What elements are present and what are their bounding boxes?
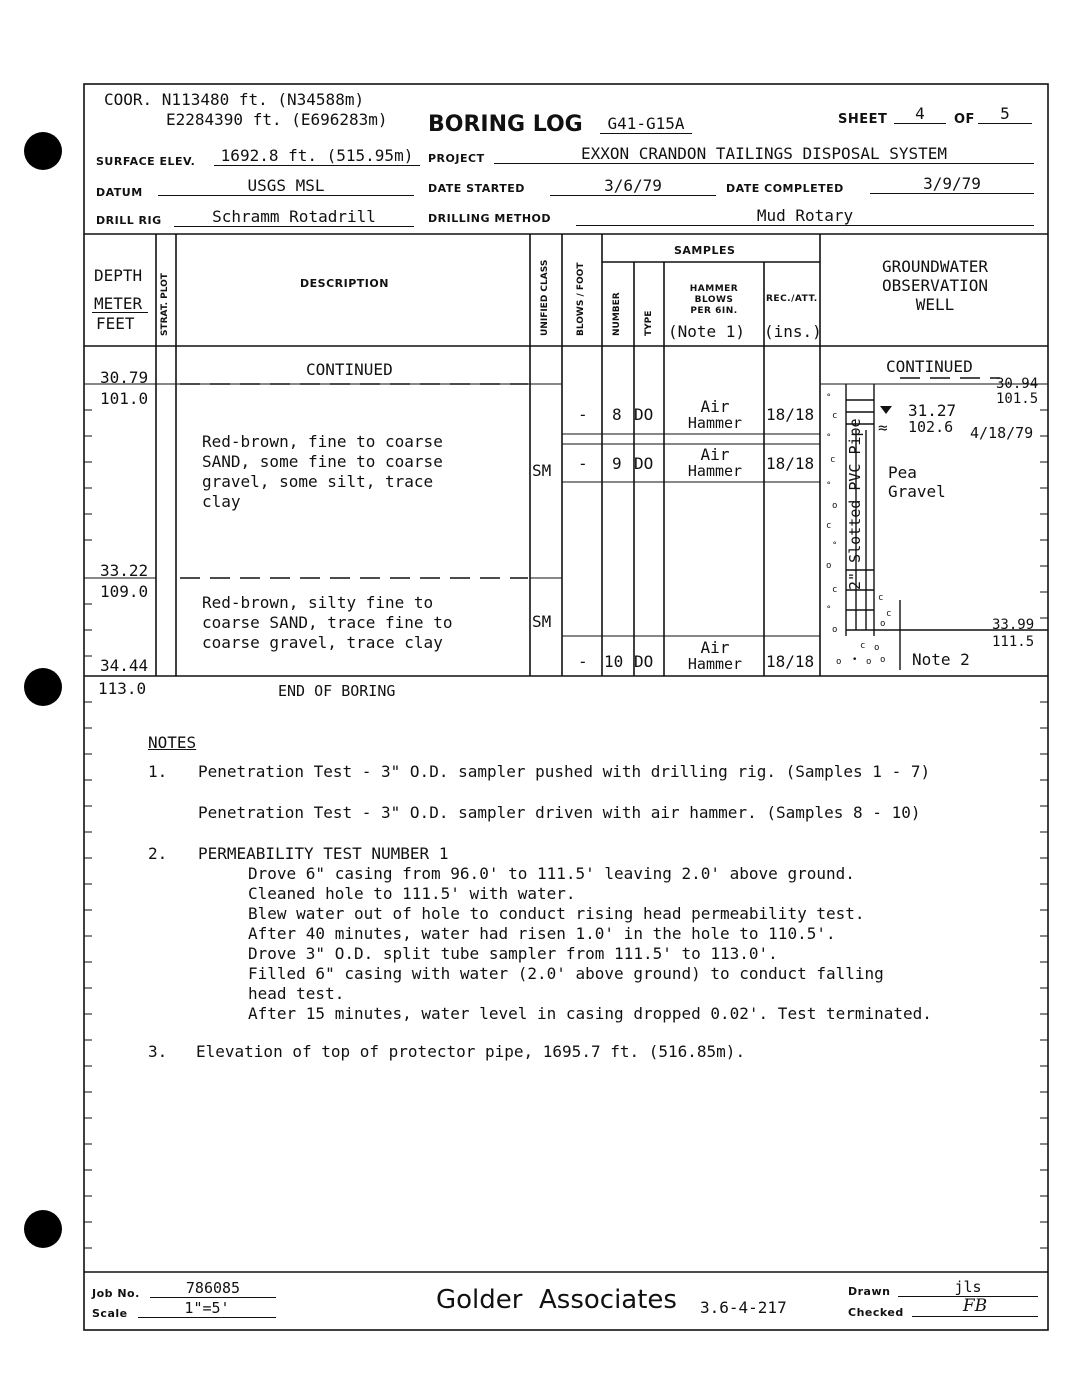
- col-depth: DEPTH: [94, 266, 143, 285]
- surface-elev-label: SURFACE ELEV.: [96, 155, 196, 168]
- col-type: TYPE: [644, 310, 654, 336]
- checked-label: Checked: [848, 1306, 904, 1319]
- col-hammer: HAMMER BLOWS PER 6IN.: [689, 284, 739, 316]
- well-bottom-ft: 111.5: [992, 634, 1035, 650]
- sample-number: 8: [612, 405, 622, 424]
- note-line: Elevation of top of protector pipe, 1695.7 ft. (516.85m).: [196, 1042, 746, 1061]
- svg-text:°: °: [826, 433, 832, 443]
- well-top-m: 30.94: [996, 376, 1039, 392]
- date-started: 3/6/79: [550, 176, 716, 196]
- note-title: PERMEABILITY TEST NUMBER 1: [198, 844, 449, 863]
- layer-description: Red-brown, silty fine to coarse SAND, trace fine to coarse gravel, trace clay: [202, 593, 453, 652]
- depth-feet: 101.0: [100, 389, 149, 408]
- svg-text:c: c: [886, 609, 892, 619]
- well-bottom-m: 33.99: [992, 617, 1035, 633]
- scale-value: 1"=5': [138, 1299, 276, 1318]
- note-line: Cleaned hole to 111.5' with water.: [248, 884, 576, 903]
- well-top-ft: 101.5: [996, 391, 1039, 407]
- sample-hammer: Air Hammer: [687, 397, 743, 432]
- sample-number: 10: [604, 652, 624, 671]
- svg-text:c: c: [832, 585, 838, 595]
- note-line: Blew water out of hole to conduct rising head permeability test.: [248, 904, 865, 923]
- col-feet: FEET: [96, 314, 135, 333]
- col-samples: SAMPLES: [674, 244, 736, 257]
- svg-text:c: c: [830, 455, 836, 465]
- sample-hammer: Air Hammer: [687, 445, 743, 480]
- sample-hammer: Air Hammer: [687, 639, 743, 673]
- sheet-total: 5: [978, 104, 1032, 124]
- surface-elev: 1692.8 ft. (515.95m): [214, 146, 420, 166]
- svg-text:o: o: [832, 501, 838, 511]
- date-completed: 3/9/79: [870, 174, 1034, 194]
- svg-text:c: c: [832, 411, 838, 421]
- sample-blows: -: [578, 405, 588, 424]
- note-line: After 40 minutes, water had risen 1.0' in the hole to 110.5'.: [248, 924, 836, 943]
- col-number: NUMBER: [612, 292, 622, 336]
- job-label: Job No.: [92, 1287, 140, 1300]
- note-number: 3.: [148, 1042, 168, 1061]
- col-rec-units: (ins.): [764, 322, 822, 341]
- note-line: Drove 3" O.D. split tube sampler from 111.5' to 113.0'.: [248, 944, 778, 963]
- col-blows-foot: BLOWS / FOOT: [576, 262, 586, 336]
- sample-type: DO: [634, 454, 654, 473]
- drilling-method-label: DRILLING METHOD: [428, 212, 552, 225]
- note-line: Penetration Test - 3" O.D. sampler pushed with drilling rig. (Samples 1 - 7): [198, 762, 931, 781]
- scale-label: Scale: [92, 1307, 128, 1320]
- datum-value: USGS MSL: [158, 176, 414, 196]
- continued-label: CONTINUED: [306, 360, 393, 379]
- note-number: 1.: [148, 762, 168, 781]
- svg-text:o: o: [832, 625, 838, 635]
- water-level-date: 4/18/79: [970, 424, 1034, 442]
- depth-meter: 30.79: [100, 368, 149, 387]
- note-line: Penetration Test - 3" O.D. sampler driven with air hammer. (Samples 8 - 10): [198, 803, 921, 822]
- sample-type: DO: [634, 405, 654, 424]
- coord-line-1: COOR. N113480 ft. (N34588m): [104, 90, 365, 109]
- end-of-boring: END OF BORING: [278, 682, 396, 700]
- drilling-method: Mud Rotary: [576, 206, 1034, 226]
- sample-number: 9: [612, 454, 622, 473]
- project-label: PROJECT: [428, 152, 485, 165]
- note-line: After 15 minutes, water level in casing dropped 0.02'. Test terminated.: [248, 1004, 932, 1023]
- of-label: OF: [954, 112, 975, 127]
- well-continued-label: CONTINUED: [886, 357, 973, 376]
- svg-text:o: o: [874, 643, 880, 653]
- boring-id: G41-G15A: [600, 114, 692, 134]
- col-rec-att: REC./ATT.: [766, 294, 818, 304]
- sheet-label: SHEET: [838, 112, 888, 127]
- col-strat-plot: STRAT. PLOT: [160, 273, 170, 336]
- svg-text:o: o: [826, 561, 832, 571]
- well-note: Note 2: [912, 650, 970, 669]
- water-level-m: 31.27: [908, 401, 957, 420]
- page-title: BORING LOG: [428, 112, 583, 137]
- water-level-ft: 102.6: [908, 418, 954, 436]
- svg-text:°: °: [832, 541, 838, 551]
- svg-text:°: °: [826, 481, 832, 491]
- job-number: 786085: [150, 1279, 276, 1298]
- note-line: Drove 6" casing from 96.0' to 111.5' leaving 2.0' above ground.: [248, 864, 855, 883]
- svg-text:°: °: [826, 605, 832, 615]
- pipe-label: 2" Slotted PVC Pipe: [846, 418, 864, 590]
- note-line: head test.: [248, 984, 345, 1003]
- drawn-label: Drawn: [848, 1285, 891, 1298]
- sheet-number: 4: [894, 104, 946, 124]
- col-groundwater: GROUNDWATER OBSERVATION WELL: [882, 257, 988, 314]
- svg-text:c: c: [860, 641, 866, 651]
- svg-text:o: o: [880, 619, 886, 629]
- document-code: 3.6-4-217: [700, 1298, 787, 1317]
- company-name: Golder Associates: [436, 1285, 677, 1315]
- date-started-label: DATE STARTED: [428, 182, 525, 195]
- depth-feet: 109.0: [100, 582, 149, 601]
- svg-text:c: c: [826, 521, 832, 531]
- unified-class: SM: [532, 461, 552, 480]
- coord-line-2: E2284390 ft. (E696283m): [166, 110, 388, 129]
- sample-blows: -: [578, 454, 588, 473]
- depth-meter: 34.44: [100, 656, 149, 675]
- layer-description: Red-brown, fine to coarse SAND, some fine to coarse gravel, some silt, trace clay: [202, 432, 443, 511]
- note-line: Filled 6" casing with water (2.0' above ground) to conduct falling: [248, 964, 884, 983]
- col-description: DESCRIPTION: [300, 277, 389, 290]
- project-name: EXXON CRANDON TAILINGS DISPOSAL SYSTEM: [494, 144, 1034, 164]
- col-hammer-note: (Note 1): [668, 322, 746, 341]
- sample-rec: 18/18: [766, 405, 815, 424]
- unified-class: SM: [532, 612, 552, 631]
- svg-text:o: o: [880, 655, 886, 665]
- notes-heading: NOTES: [148, 733, 197, 752]
- col-meter: METER: [94, 294, 143, 313]
- checked-by: FB: [912, 1296, 1038, 1317]
- water-level-symbol: ≈: [878, 418, 888, 437]
- sample-type: DO: [634, 652, 654, 671]
- col-unified-class: UNIFIED CLASS: [540, 259, 550, 336]
- sample-rec: 18/18: [766, 652, 815, 671]
- drawn-by: jls: [898, 1278, 1038, 1297]
- datum-label: DATUM: [96, 186, 143, 199]
- depth-meter: 33.22: [100, 561, 149, 580]
- svg-text:o: o: [836, 657, 842, 667]
- sample-blows: -: [578, 652, 588, 671]
- fill-label: Pea Gravel: [888, 463, 946, 501]
- water-level-marker: [880, 406, 892, 414]
- svg-text:•: •: [852, 655, 858, 665]
- depth-feet: 113.0: [98, 679, 147, 698]
- note-number: 2.: [148, 844, 168, 863]
- date-completed-label: DATE COMPLETED: [726, 182, 844, 195]
- svg-text:o: o: [866, 657, 872, 667]
- svg-text:c: c: [878, 593, 884, 603]
- drill-rig: Schramm Rotadrill: [174, 207, 414, 227]
- svg-text:°: °: [826, 393, 832, 403]
- sample-rec: 18/18: [766, 454, 815, 473]
- drill-rig-label: DRILL RIG: [96, 214, 162, 227]
